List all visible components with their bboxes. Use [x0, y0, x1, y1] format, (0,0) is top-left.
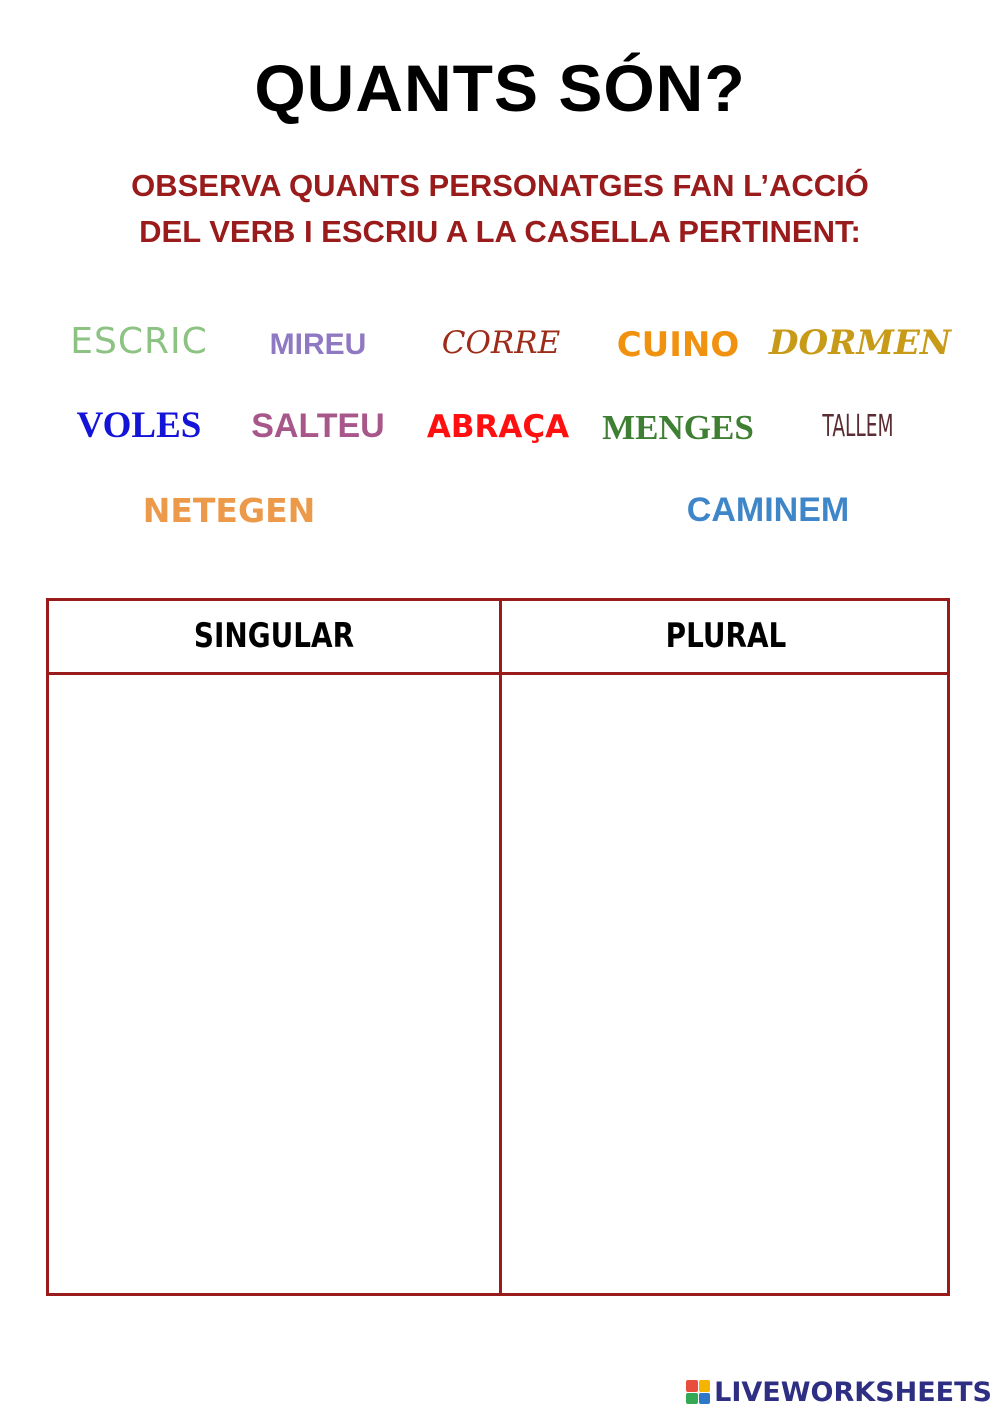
verb-tallem[interactable]: TALLEM: [822, 409, 894, 444]
sorting-table: [46, 598, 950, 1296]
verb-menges[interactable]: MENGES: [602, 408, 754, 447]
verb-caminem[interactable]: CAMINEM: [686, 491, 850, 529]
drop-zone-plural[interactable]: [502, 675, 947, 1293]
verb-mireu[interactable]: MIREU: [269, 328, 367, 361]
instructions-line-1: OBSERVA QUANTS PERSONATGES FAN L’ACCIÓ: [131, 168, 869, 203]
verb-dormen[interactable]: DORMEN: [769, 323, 951, 363]
column-header-singular: SINGULAR: [193, 616, 355, 656]
column-header-plural: PLURAL: [665, 616, 787, 656]
brand-name: LIVEWORKSHEETS: [714, 1376, 992, 1408]
liveworksheets-logo-icon: [686, 1380, 710, 1404]
liveworksheets-brand[interactable]: [686, 1375, 992, 1409]
verb-abraca[interactable]: ABRAÇA: [426, 409, 570, 445]
verb-salteu[interactable]: SALTEU: [251, 407, 385, 445]
instructions: [0, 163, 1000, 255]
drop-zone-singular[interactable]: [49, 675, 499, 1293]
verb-escric[interactable]: ESCRIC: [70, 321, 208, 362]
verb-corre[interactable]: CORRE: [441, 325, 561, 361]
verb-voles[interactable]: VOLES: [76, 405, 202, 446]
verb-netegen[interactable]: NETEGEN: [142, 491, 316, 530]
instructions-line-2: DEL VERB I ESCRIU A LA CASELLA PERTINENT:: [139, 214, 861, 249]
verb-cuino[interactable]: CUINO: [616, 325, 740, 365]
page-title: QUANTS SÓN?: [254, 51, 746, 125]
